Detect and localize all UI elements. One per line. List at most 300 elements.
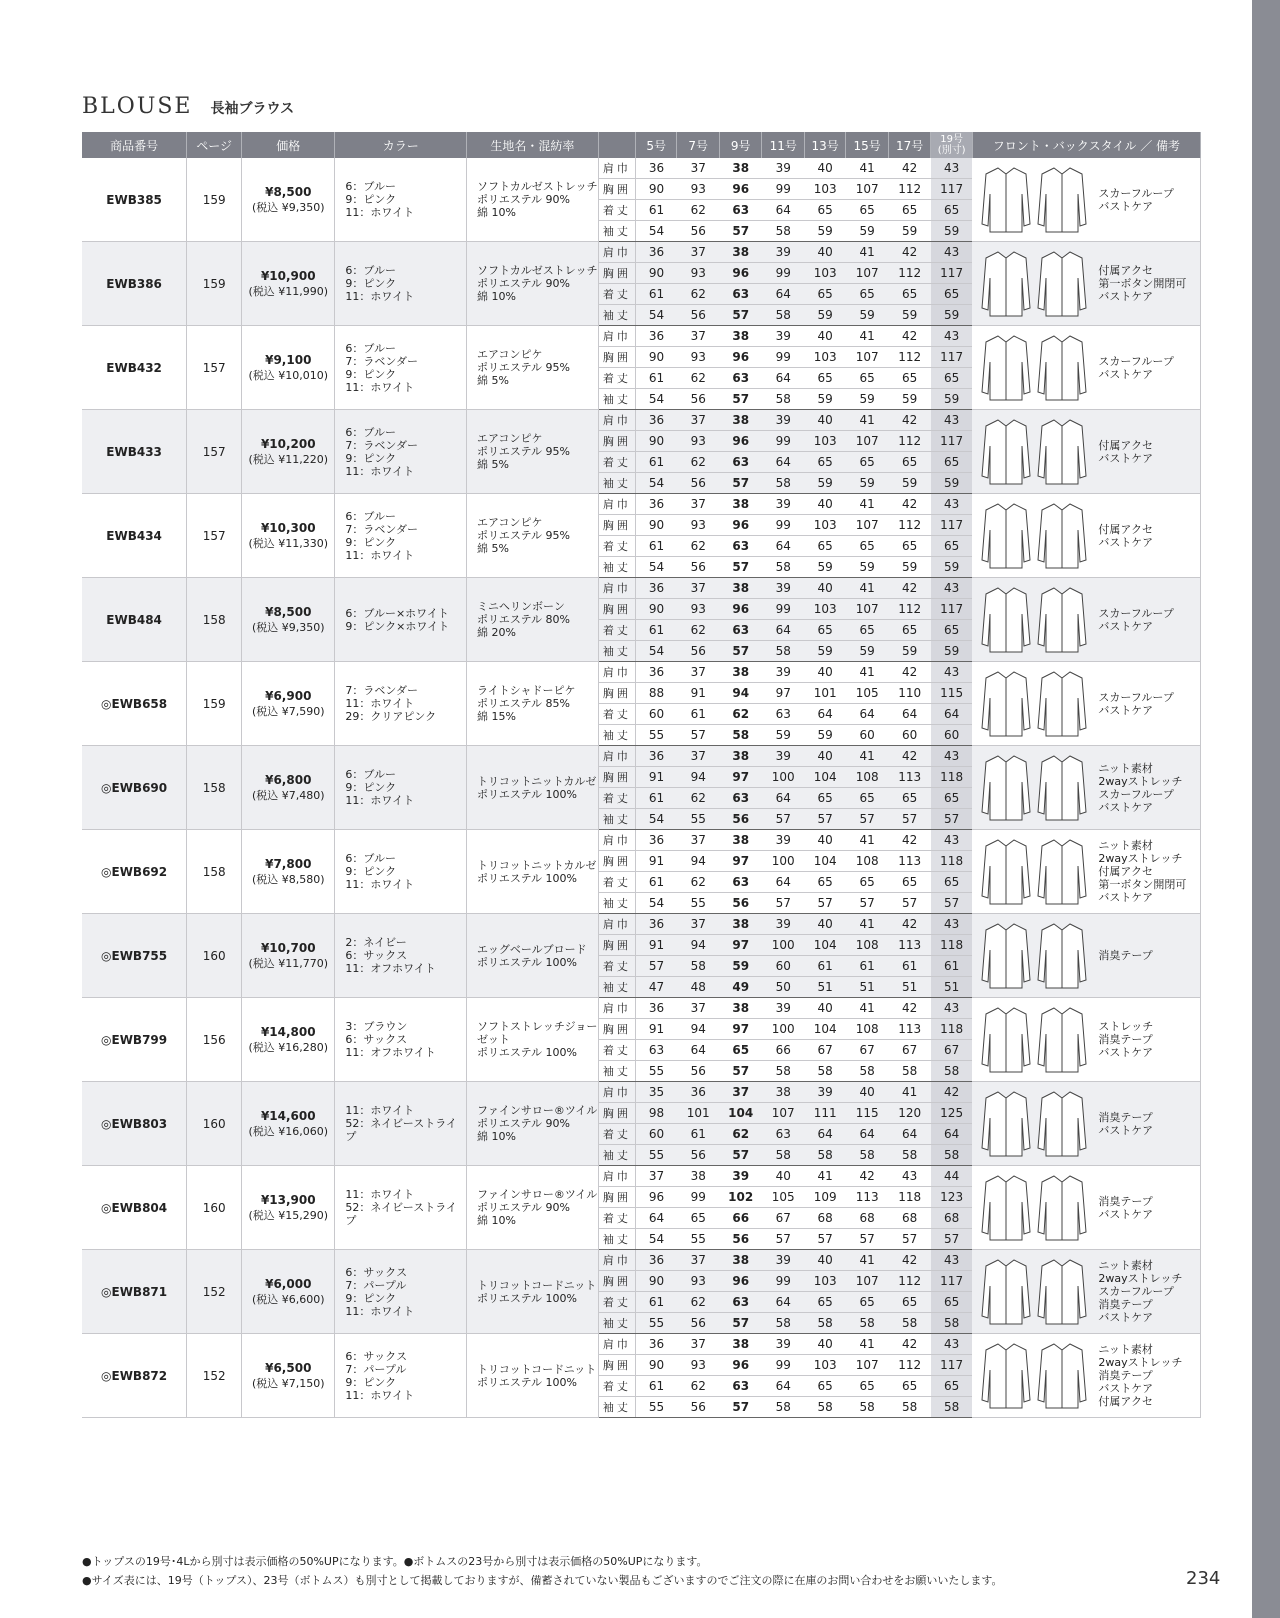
size-value: 91 <box>677 683 720 704</box>
style-cell <box>972 578 1200 662</box>
size-value: 107 <box>846 263 889 284</box>
price-value: ¥6,800 <box>265 772 312 787</box>
size-value: 94 <box>677 935 720 956</box>
size-value: 57 <box>846 809 889 830</box>
product-fabric: エッグベールブロード ポリエステル 100% <box>467 914 599 998</box>
product-code: EWB433 <box>82 410 187 494</box>
size-value: 62 <box>677 200 720 221</box>
measure-label: 胸囲 <box>598 683 635 704</box>
size-value: 42 <box>888 914 931 935</box>
measure-label: 肩巾 <box>598 578 635 599</box>
measure-label: 着丈 <box>598 1124 635 1145</box>
size-value: 36 <box>636 914 677 935</box>
price-tax: (税込 ¥7,150) <box>251 1376 325 1390</box>
size-value: 90 <box>636 263 677 284</box>
back-view-illustration <box>1036 584 1088 656</box>
size-value: 58 <box>888 1145 931 1166</box>
back-view-illustration <box>1036 1172 1088 1244</box>
size-value: 112 <box>888 599 931 620</box>
size-value: 103 <box>804 179 845 200</box>
size-value: 41 <box>846 914 889 935</box>
size-value: 57 <box>931 809 972 830</box>
style-cell <box>972 158 1200 242</box>
price-tax: (税込 ¥7,480) <box>251 788 325 802</box>
size-value: 58 <box>931 1145 972 1166</box>
size-value: 57 <box>762 809 805 830</box>
size-value: 54 <box>636 809 677 830</box>
size-value: 64 <box>762 284 805 305</box>
size-value: 51 <box>846 977 889 998</box>
size-value: 97 <box>719 851 762 872</box>
style-cell <box>972 410 1200 494</box>
size-value: 105 <box>846 683 889 704</box>
size-value: 58 <box>762 473 805 494</box>
footnote-2: ●サイズ表には、19号（トップス）、23号（ボトムス）も別寸として掲載しておりますが、備蓄されていない製品もございますのでご注文の際に在庫のお問い合わせをお願いいたします。 <box>82 1574 1003 1587</box>
footnote-1: ●トップスの19号･4Lから別寸は表示価格の50%UPになります。●ボトムスの23号から別寸は表示価格の50%UPになります。 <box>82 1555 708 1568</box>
size-value: 113 <box>846 1187 889 1208</box>
measure-label: 肩巾 <box>598 1082 635 1103</box>
size-value: 64 <box>846 704 889 725</box>
size-value: 37 <box>677 578 720 599</box>
size-value: 97 <box>719 935 762 956</box>
size-value: 113 <box>888 851 931 872</box>
size-value: 38 <box>719 1250 762 1271</box>
size-value: 58 <box>888 1061 931 1082</box>
size-value: 59 <box>846 641 889 662</box>
size-value: 64 <box>762 368 805 389</box>
style-cell <box>972 662 1200 746</box>
size-value: 36 <box>636 998 677 1019</box>
size-value: 54 <box>636 221 677 242</box>
product-code: ◎EWB803 <box>82 1082 187 1166</box>
size-value: 36 <box>636 410 677 431</box>
size-value: 59 <box>846 389 889 410</box>
size-value: 64 <box>762 872 805 893</box>
size-value: 65 <box>804 1292 845 1313</box>
front-view-illustration <box>980 332 1032 404</box>
header-price: 価格 <box>242 132 335 158</box>
size-value: 47 <box>636 977 677 998</box>
side-tab <box>1252 0 1280 1618</box>
size-value: 110 <box>888 683 931 704</box>
product-page: 160 <box>187 914 242 998</box>
product-price <box>242 1250 335 1334</box>
size-value: 63 <box>719 536 762 557</box>
price-tax: (税込 ¥16,280) <box>248 1040 329 1054</box>
product-notes: 消臭テープ バストケア <box>1098 1194 1154 1221</box>
size-value: 64 <box>888 1124 931 1145</box>
product-page: 158 <box>187 578 242 662</box>
size-value: 37 <box>677 914 720 935</box>
size-value: 36 <box>636 1334 677 1355</box>
size-value: 65 <box>846 1292 889 1313</box>
measure-label: 着丈 <box>598 956 635 977</box>
size-value: 37 <box>677 662 720 683</box>
size-value: 65 <box>846 536 889 557</box>
measure-label: 胸囲 <box>598 851 635 872</box>
size-value: 36 <box>636 746 677 767</box>
size-value: 96 <box>719 179 762 200</box>
front-view-illustration <box>980 164 1032 236</box>
size-value: 65 <box>888 788 931 809</box>
product-fabric: エアコンピケ ポリエステル 95% 綿 5% <box>467 494 599 578</box>
size-value: 91 <box>636 1019 677 1040</box>
measure-label: 着丈 <box>598 620 635 641</box>
product-group <box>82 914 1201 998</box>
product-notes: 消臭テープ <box>1098 949 1153 962</box>
header-size: 9号 <box>719 132 762 158</box>
size-value: 54 <box>636 389 677 410</box>
measure-label: 胸囲 <box>598 431 635 452</box>
size-value: 57 <box>888 893 931 914</box>
header-size: 13号 <box>804 132 845 158</box>
size-value: 43 <box>931 578 972 599</box>
size-value: 112 <box>888 179 931 200</box>
section-heading <box>82 94 294 119</box>
size-value: 99 <box>762 1355 805 1376</box>
size-value: 63 <box>719 620 762 641</box>
size-value: 60 <box>931 725 972 746</box>
size-value: 59 <box>804 221 845 242</box>
size-value: 59 <box>846 305 889 326</box>
size-value: 58 <box>762 1313 805 1334</box>
size-value: 99 <box>762 179 805 200</box>
size-value: 113 <box>888 767 931 788</box>
header-size: 11号 <box>762 132 805 158</box>
size-value: 99 <box>762 515 805 536</box>
size-value: 61 <box>888 956 931 977</box>
size-value: 40 <box>804 242 845 263</box>
size-value: 59 <box>931 641 972 662</box>
measure-label: 肩巾 <box>598 410 635 431</box>
product-group <box>82 578 1201 662</box>
product-code: EWB484 <box>82 578 187 662</box>
size-value: 62 <box>677 620 720 641</box>
size-value: 68 <box>846 1208 889 1229</box>
size-value: 48 <box>677 977 720 998</box>
size-value: 56 <box>719 809 762 830</box>
size-value: 65 <box>888 368 931 389</box>
size-value: 103 <box>804 431 845 452</box>
product-fabric: ソフトカルゼストレッチ ポリエステル 90% 綿 10% <box>467 242 599 326</box>
size-value: 39 <box>762 914 805 935</box>
size-value: 42 <box>888 494 931 515</box>
size-value: 57 <box>719 221 762 242</box>
size-value: 111 <box>804 1103 845 1124</box>
size-value: 65 <box>931 284 972 305</box>
size-value: 65 <box>804 368 845 389</box>
size-value: 107 <box>846 179 889 200</box>
measure-label: 袖丈 <box>598 977 635 998</box>
size-value: 43 <box>931 998 972 1019</box>
header-size: 5号 <box>636 132 677 158</box>
size-value: 93 <box>677 347 720 368</box>
size-value: 90 <box>636 431 677 452</box>
size-value: 55 <box>677 1229 720 1250</box>
size-value: 43 <box>931 326 972 347</box>
product-page: 159 <box>187 242 242 326</box>
size-value: 96 <box>719 263 762 284</box>
size-value: 125 <box>931 1103 972 1124</box>
product-colors: 2：ネイビー 6：サックス 11：オフホワイト <box>335 914 467 998</box>
size-value: 57 <box>719 305 762 326</box>
back-view-illustration <box>1036 416 1088 488</box>
product-fabric: ソフトカルゼストレッチ ポリエステル 90% 綿 10% <box>467 158 599 242</box>
size-value: 59 <box>888 305 931 326</box>
size-value: 58 <box>846 1061 889 1082</box>
header-size: 7号 <box>677 132 720 158</box>
garment-illustrations <box>980 500 1088 572</box>
measure-label: 肩巾 <box>598 494 635 515</box>
size-value: 61 <box>804 956 845 977</box>
size-value: 36 <box>636 578 677 599</box>
product-fabric: トリコットコードニット ポリエステル 100% <box>467 1334 599 1418</box>
product-price <box>242 410 335 494</box>
size-value: 61 <box>636 368 677 389</box>
garment-illustrations <box>980 1340 1088 1412</box>
table-row <box>82 998 1201 1019</box>
size-value: 51 <box>804 977 845 998</box>
size-value: 38 <box>719 410 762 431</box>
measure-label: 胸囲 <box>598 1019 635 1040</box>
table-row <box>82 830 1201 851</box>
size-table <box>82 132 1201 1418</box>
size-value: 39 <box>762 158 805 179</box>
measure-label: 着丈 <box>598 536 635 557</box>
size-value: 54 <box>636 557 677 578</box>
size-value: 39 <box>762 998 805 1019</box>
size-value: 94 <box>677 767 720 788</box>
size-value: 43 <box>888 1166 931 1187</box>
size-value: 36 <box>677 1082 720 1103</box>
size-value: 38 <box>719 242 762 263</box>
size-value: 39 <box>762 410 805 431</box>
price-value: ¥6,500 <box>265 1360 312 1375</box>
size-value: 58 <box>931 1313 972 1334</box>
product-notes: 消臭テープ バストケア <box>1098 1110 1154 1137</box>
size-value: 56 <box>677 473 720 494</box>
size-value: 44 <box>931 1166 972 1187</box>
product-notes: ニット素材 2wayストレッチ 消臭テープ バストケア 付属アクセ <box>1098 1343 1183 1408</box>
size-value: 59 <box>888 641 931 662</box>
measure-label: 袖丈 <box>598 1145 635 1166</box>
size-value: 41 <box>846 1250 889 1271</box>
price-value: ¥7,800 <box>265 856 312 871</box>
size-value: 59 <box>888 389 931 410</box>
price-tax: (税込 ¥11,990) <box>248 284 329 298</box>
size-value: 65 <box>888 872 931 893</box>
style-cell <box>972 1082 1200 1166</box>
header-style: フロント・バックスタイル ／ 備考 <box>972 132 1200 158</box>
product-page: 158 <box>187 746 242 830</box>
garment-illustrations <box>980 416 1088 488</box>
size-value: 43 <box>931 494 972 515</box>
size-value: 96 <box>719 1271 762 1292</box>
price-value: ¥10,900 <box>260 268 316 283</box>
size-value: 90 <box>636 515 677 536</box>
product-colors: 11：ホワイト 52：ネイビーストライプ <box>335 1082 467 1166</box>
product-group <box>82 746 1201 830</box>
style-cell <box>972 914 1200 998</box>
size-value: 37 <box>677 998 720 1019</box>
front-view-illustration <box>980 752 1032 824</box>
heading-ja: 長袖ブラウス <box>210 101 295 117</box>
product-price <box>242 494 335 578</box>
size-value: 91 <box>636 851 677 872</box>
size-value: 103 <box>804 515 845 536</box>
price-value: ¥13,900 <box>260 1192 316 1207</box>
product-price <box>242 746 335 830</box>
price-value: ¥9,100 <box>265 352 312 367</box>
header-page: ページ <box>187 132 242 158</box>
size-value: 59 <box>931 305 972 326</box>
size-value: 56 <box>677 1397 720 1418</box>
size-value: 62 <box>677 872 720 893</box>
product-notes: スカーフループ バストケア <box>1098 606 1174 633</box>
product-fabric: エアコンピケ ポリエステル 95% 綿 5% <box>467 410 599 494</box>
size-value: 61 <box>636 788 677 809</box>
size-value: 68 <box>931 1208 972 1229</box>
size-value: 37 <box>677 410 720 431</box>
size-value: 118 <box>931 1019 972 1040</box>
size-value: 54 <box>636 641 677 662</box>
size-value: 99 <box>762 1271 805 1292</box>
back-view-illustration <box>1036 164 1088 236</box>
size-value: 118 <box>931 935 972 956</box>
size-value: 67 <box>931 1040 972 1061</box>
size-value: 117 <box>931 263 972 284</box>
size-value: 59 <box>931 473 972 494</box>
size-value: 43 <box>931 1250 972 1271</box>
size-value: 38 <box>719 662 762 683</box>
size-value: 55 <box>677 893 720 914</box>
product-page: 157 <box>187 410 242 494</box>
size-value: 56 <box>677 641 720 662</box>
size-value: 99 <box>762 263 805 284</box>
product-fabric: ライトシャドーピケ ポリエステル 85% 綿 15% <box>467 662 599 746</box>
size-value: 59 <box>804 389 845 410</box>
measure-label: 袖丈 <box>598 1061 635 1082</box>
size-value: 59 <box>804 641 845 662</box>
header-size: 17号 <box>888 132 931 158</box>
product-code: ◎EWB692 <box>82 830 187 914</box>
product-colors: 6：ブルー 9：ピンク 11：ホワイト <box>335 746 467 830</box>
size-value: 117 <box>931 599 972 620</box>
size-value: 36 <box>636 830 677 851</box>
size-value: 41 <box>804 1166 845 1187</box>
size-value: 61 <box>636 536 677 557</box>
size-value: 36 <box>636 494 677 515</box>
front-view-illustration <box>980 248 1032 320</box>
size-value: 108 <box>846 935 889 956</box>
size-value: 65 <box>846 620 889 641</box>
size-value: 60 <box>636 704 677 725</box>
measure-label: 着丈 <box>598 1376 635 1397</box>
back-view-illustration <box>1036 752 1088 824</box>
garment-illustrations <box>980 1004 1088 1076</box>
size-value: 107 <box>846 347 889 368</box>
size-value: 57 <box>677 725 720 746</box>
size-value: 58 <box>931 1061 972 1082</box>
measure-label: 胸囲 <box>598 515 635 536</box>
size-value: 105 <box>762 1187 805 1208</box>
size-value: 103 <box>804 599 845 620</box>
product-page: 158 <box>187 830 242 914</box>
size-value: 42 <box>846 1166 889 1187</box>
price-value: ¥10,700 <box>260 940 316 955</box>
size-value: 51 <box>888 977 931 998</box>
size-value: 107 <box>846 515 889 536</box>
back-view-illustration <box>1036 1088 1088 1160</box>
measure-label: 肩巾 <box>598 998 635 1019</box>
size-value: 118 <box>888 1187 931 1208</box>
product-colors: 6：サックス 7：パープル 9：ピンク 11：ホワイト <box>335 1334 467 1418</box>
size-value: 99 <box>762 347 805 368</box>
size-value: 62 <box>677 284 720 305</box>
price-tax: (税込 ¥6,600) <box>251 1292 325 1306</box>
size-value: 61 <box>846 956 889 977</box>
size-value: 40 <box>804 326 845 347</box>
product-colors: 6：ブルー 7：ラベンダー 9：ピンク 11：ホワイト <box>335 326 467 410</box>
size-value: 113 <box>888 1019 931 1040</box>
size-value: 36 <box>636 1250 677 1271</box>
product-notes: ニット素材 2wayストレッチ スカーフループ バストケア <box>1098 761 1183 814</box>
size-value: 59 <box>719 956 762 977</box>
size-value: 56 <box>677 221 720 242</box>
front-view-illustration <box>980 1088 1032 1160</box>
table-row <box>82 578 1201 599</box>
size-value: 115 <box>846 1103 889 1124</box>
product-colors: 6：サックス 7：パープル 9：ピンク 11：ホワイト <box>335 1250 467 1334</box>
size-value: 63 <box>719 368 762 389</box>
product-fabric: ソフトストレッチジョーゼット ポリエステル 100% <box>467 998 599 1082</box>
size-value: 68 <box>804 1208 845 1229</box>
size-value: 43 <box>931 410 972 431</box>
product-notes: ストレッチ 消臭テープ バストケア <box>1098 1020 1154 1059</box>
price-value: ¥10,200 <box>260 436 316 451</box>
size-value: 64 <box>931 704 972 725</box>
style-cell <box>972 746 1200 830</box>
size-value: 59 <box>804 473 845 494</box>
size-value: 117 <box>931 1271 972 1292</box>
product-price <box>242 1082 335 1166</box>
size-value: 62 <box>677 1292 720 1313</box>
size-value: 118 <box>931 851 972 872</box>
size-value: 65 <box>888 452 931 473</box>
size-value: 57 <box>636 956 677 977</box>
size-value: 96 <box>636 1187 677 1208</box>
size-value: 58 <box>846 1397 889 1418</box>
size-value: 65 <box>846 200 889 221</box>
product-page: 152 <box>187 1334 242 1418</box>
measure-label: 肩巾 <box>598 326 635 347</box>
size-value: 43 <box>931 746 972 767</box>
size-value: 59 <box>888 473 931 494</box>
size-value: 60 <box>846 725 889 746</box>
size-value: 104 <box>804 851 845 872</box>
size-value: 39 <box>762 1250 805 1271</box>
size-value: 65 <box>804 1376 845 1397</box>
product-notes: 付属アクセ 第一ボタン開閉可 バストケア <box>1098 264 1187 303</box>
size-value: 63 <box>719 452 762 473</box>
product-price <box>242 578 335 662</box>
product-group <box>82 998 1201 1082</box>
size-value: 56 <box>677 1061 720 1082</box>
size-value: 40 <box>804 746 845 767</box>
price-tax: (税込 ¥16,060) <box>248 1124 329 1138</box>
size-value: 39 <box>804 1082 845 1103</box>
price-tax: (税込 ¥11,770) <box>248 956 329 970</box>
